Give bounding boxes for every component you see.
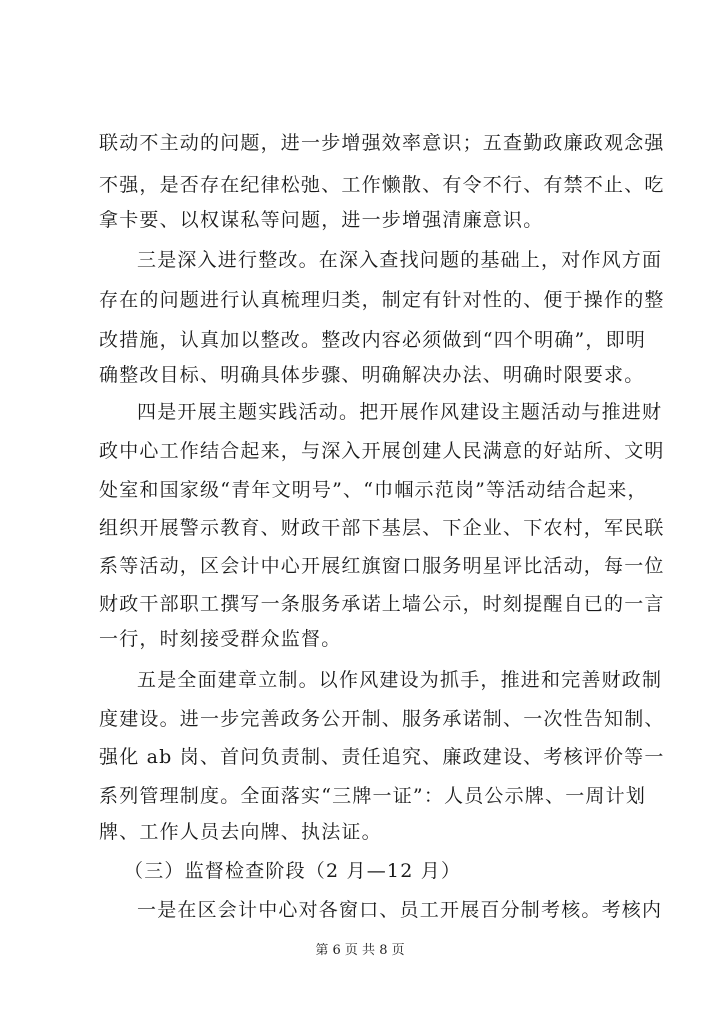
body-line: 一行，时刻接受群众监督。 (99, 628, 342, 650)
paragraph-start-line: 三是深入进行整改。在深入查找问题的基础上，对作风方面 (137, 249, 663, 271)
body-line: 确整改目标、明确具体步骤、明确解决办法、明确时限要求。 (99, 364, 645, 386)
page-footer: 第 6 页 共 8 页 (315, 943, 405, 958)
body-line: 财政干部职工撰写一条服务承诺上墙公示，时刻提醒自已的一言 (99, 593, 665, 615)
body-line: 组织开展警示教育、财政干部下基层、下企业、下农村，军民联 (99, 517, 665, 539)
body-line: 改措施，认真加以整改。整改内容必须做到“四个明确”，即明 (99, 329, 647, 351)
body-line: 牌、工作人员去向牌、执法证。 (99, 821, 382, 843)
paragraph-start-line: 五是全面建章立制。以作风建设为抓手，推进和完善财政制 (137, 669, 663, 691)
body-line: 存在的问题进行认真梳理归类，制定有针对性的、便于操作的整 (99, 289, 665, 311)
body-line: 不强，是否存在纪律松弛、工作懒散、有令不行、有禁不止、吃 (99, 174, 665, 196)
body-line: 系等活动，区会计中心开展红旗窗口服务明星评比活动，每一位 (99, 555, 665, 577)
body-line: 强化 ab 岗、首问负责制、责任追究、廉政建设、考核评价等一 (99, 746, 665, 768)
section-heading: （三）监督检查阶段（2 月—12 月） (124, 860, 462, 882)
body-line: 政中心工作结合起来，与深入开展创建人民满意的好站所、文明 (99, 440, 665, 462)
body-line: 拿卡要、以权谋私等问题，进一步增强清廉意识。 (99, 209, 544, 231)
body-line: 处室和国家级“青年文明号”、“巾帼示范岗”等活动结合起来， (99, 479, 648, 501)
body-line: 系列管理制度。全面落实“三牌一证”：人员公示牌、一周计划 (99, 785, 647, 807)
body-line: 度建设。进一步完善政务公开制、服务承诺制、一次性告知制、 (99, 708, 665, 730)
paragraph-start-line: 四是开展主题实践活动。把开展作风建设主题活动与推进财 (137, 401, 663, 423)
body-line: 联动不主动的问题，进一步增强效率意识；五查勤政廉政观念强 (99, 132, 665, 154)
paragraph-start-line: 一是在区会计中心对各窗口、员工开展百分制考核。考核内 (137, 899, 663, 921)
